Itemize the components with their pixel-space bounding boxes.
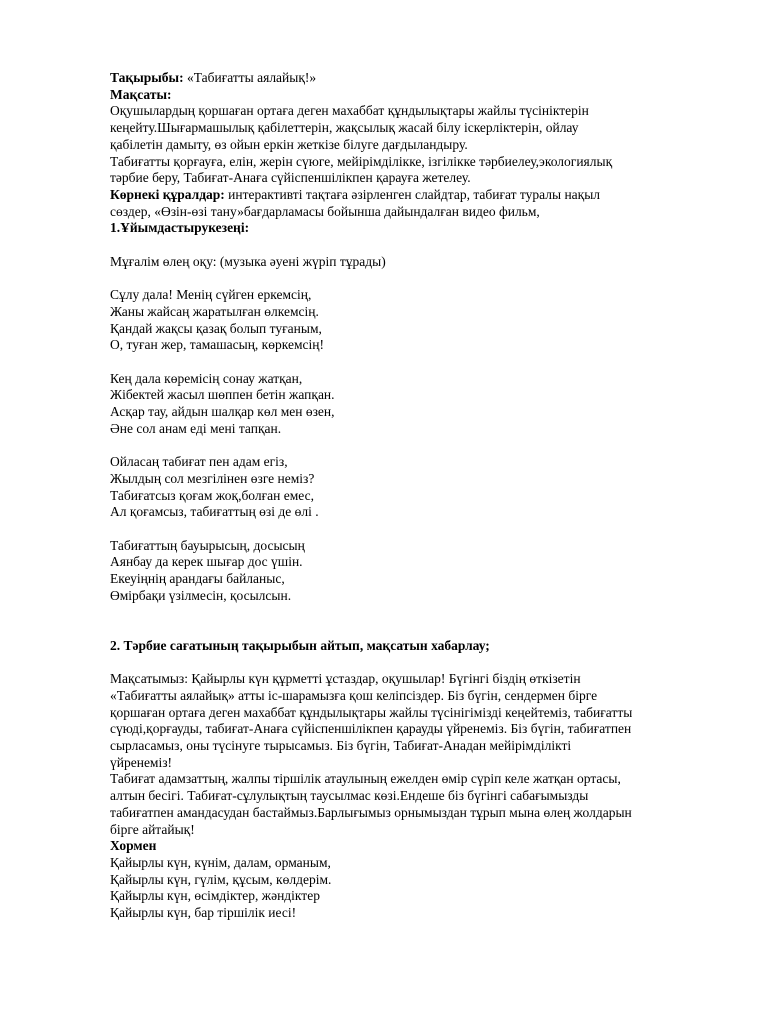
poem-line: Табиғатсыз қоғам жоқ,болған емес, xyxy=(110,487,314,503)
poem-intro: Мұғалім өлең оқу: (музыка әуені жүріп тұрады) xyxy=(110,253,386,269)
goals-line: Оқушылардың қоршаған ортаға деген махаббат құндылықтары жайлы түсініктерін xyxy=(110,103,589,119)
para2-line: бірге айтайық! xyxy=(110,821,195,837)
spacer xyxy=(110,354,730,371)
aids-text: интерактивті тақтаға әзірленген слайдтар, табиғат туралы нақыл xyxy=(224,186,601,202)
para1-line: Мақсатымыз: Қайырлы күн құрметті ұстаздар, оқушылар! Бүгінгі біздің өткізетін xyxy=(110,671,581,687)
document-body xyxy=(110,70,730,922)
poem-line: Табиғаттың бауырысың, досысың xyxy=(110,537,305,553)
goals-line: қабілетін дамыту, өз ойын еркін жеткізе білуге дағдыландыру. xyxy=(110,136,468,152)
poem-line: Жаны жайсаң жаратылған өлкемсің. xyxy=(110,303,319,319)
poem-line: Аянбау да керек шығар дос үшін. xyxy=(110,554,303,570)
para2-line: Табиғат адамзаттың, жалпы тіршілік атаулының ежелден өмір сүріп келе жатқан ортасы, xyxy=(110,771,621,787)
goals-line: Табиғатты қорғауға, елін, жерін сүюге, мейірімділікке, ізгілікке тәрбиелеу,экологиялық xyxy=(110,153,613,169)
spacer xyxy=(110,270,730,287)
topic-line xyxy=(110,70,730,87)
poem-line: Асқар тау, айдын шалқар көл мен өзен, xyxy=(110,404,335,420)
goals-label: Мақсаты: xyxy=(110,86,172,102)
para1-line: сырласамыз, оны түсінуге тырысамыз. Біз бүгін, Табиғат-Анадан мейірімділікті xyxy=(110,738,572,753)
poem-line: Кең дала көремісің сонау жатқан, xyxy=(110,370,303,386)
spacer xyxy=(110,621,730,638)
chorus-line: Қайырлы күн, өсімдіктер, жәндіктер xyxy=(110,888,320,904)
para1-line: қоршаған ортаға деген махаббат құндылықтары жайлы түсінігімізді кеңейтеміз, табиғатты xyxy=(110,704,633,720)
chorus-line: Қайырлы күн, бар тіршілік иесі! xyxy=(110,905,297,921)
poem-line: Екеуіңнің арандағы байланыс, xyxy=(110,571,285,587)
spacer xyxy=(110,655,730,672)
poem-line: Ал қоғамсыз, табиғаттың өзі де өлі . xyxy=(110,504,319,520)
goals-line: кеңейту.Шығармашылық қабілеттерін, жақсылық жасай білу іскерліктерін, ойлау xyxy=(110,120,579,136)
poem-line: Әне сол анам еді мені тапқан. xyxy=(110,420,282,436)
poem-line: Сұлу дала! Менің сүйген еркемсің, xyxy=(110,287,312,303)
aids-line-2: сөздер, «Өзін-өзі тану»бағдарламасы бойынша дайындалған видео фильм, xyxy=(110,203,540,219)
poem-line: Ойласаң табиғат пен адам егіз, xyxy=(110,454,288,470)
spacer xyxy=(110,437,730,454)
para2-line: алтын бесігі. Табиғат-сұлулықтың таусылмас көзі.Ендеше біз бүгінгі сабағымызды xyxy=(110,788,589,804)
poem-line: О, туған жер, тамашасың, көркемсің! xyxy=(110,337,324,353)
chorus-line: Қайырлы күн, күнім, далам, орманым, xyxy=(110,854,331,870)
poem-line: Жылдың сол мезгілінен өзге неміз? xyxy=(110,470,315,486)
org-heading: 1.Ұйымдастырукезеңі: xyxy=(110,220,250,236)
topic-label: Тақырыбы: xyxy=(110,70,184,85)
para1-line: үйренеміз! xyxy=(110,754,173,770)
spacer xyxy=(110,237,730,254)
poem-line: Өмірбақи үзілмесін, қосылсын. xyxy=(110,587,292,603)
chorus-line: Қайырлы күн, гүлім, құсым, көлдерім. xyxy=(110,871,332,887)
goals-line: тәрбие беру, Табиғат-Анаға сүйіспеншілікпен қарауға жетелеу. xyxy=(110,170,471,186)
spacer xyxy=(110,521,730,538)
aids-label: Көрнекі құралдар: xyxy=(110,186,225,202)
spacer xyxy=(110,604,730,621)
chorus-label: Хормен xyxy=(110,838,157,854)
poem-line: Жібектей жасыл шөппен бетін жапқан. xyxy=(110,387,335,403)
aids-line xyxy=(110,187,730,204)
para1-line: сүюді,қорғауды, табиғат-Анаға сүйіспеншілікпен қарауды үйренеміз. Біз бүгін, табиғатпен xyxy=(110,721,632,737)
section2-heading: 2. Тәрбие сағатының тақырыбын айтып, мақсатын хабарлау; xyxy=(110,637,490,653)
poem-line: Қандай жақсы қазақ болып туғаным, xyxy=(110,320,322,336)
para2-line: табиғатпен амандасудан бастаймыз.Барлығымыз орнымыздан тұрып мына өлең жолдарын xyxy=(110,804,632,820)
topic-value: «Табиғатты аялайық!» xyxy=(183,70,317,85)
para1-line: «Табиғатты аялайық» атты іс-шарамызға қош келіпсіздер. Біз бүгін, сендермен бірге xyxy=(110,687,598,703)
